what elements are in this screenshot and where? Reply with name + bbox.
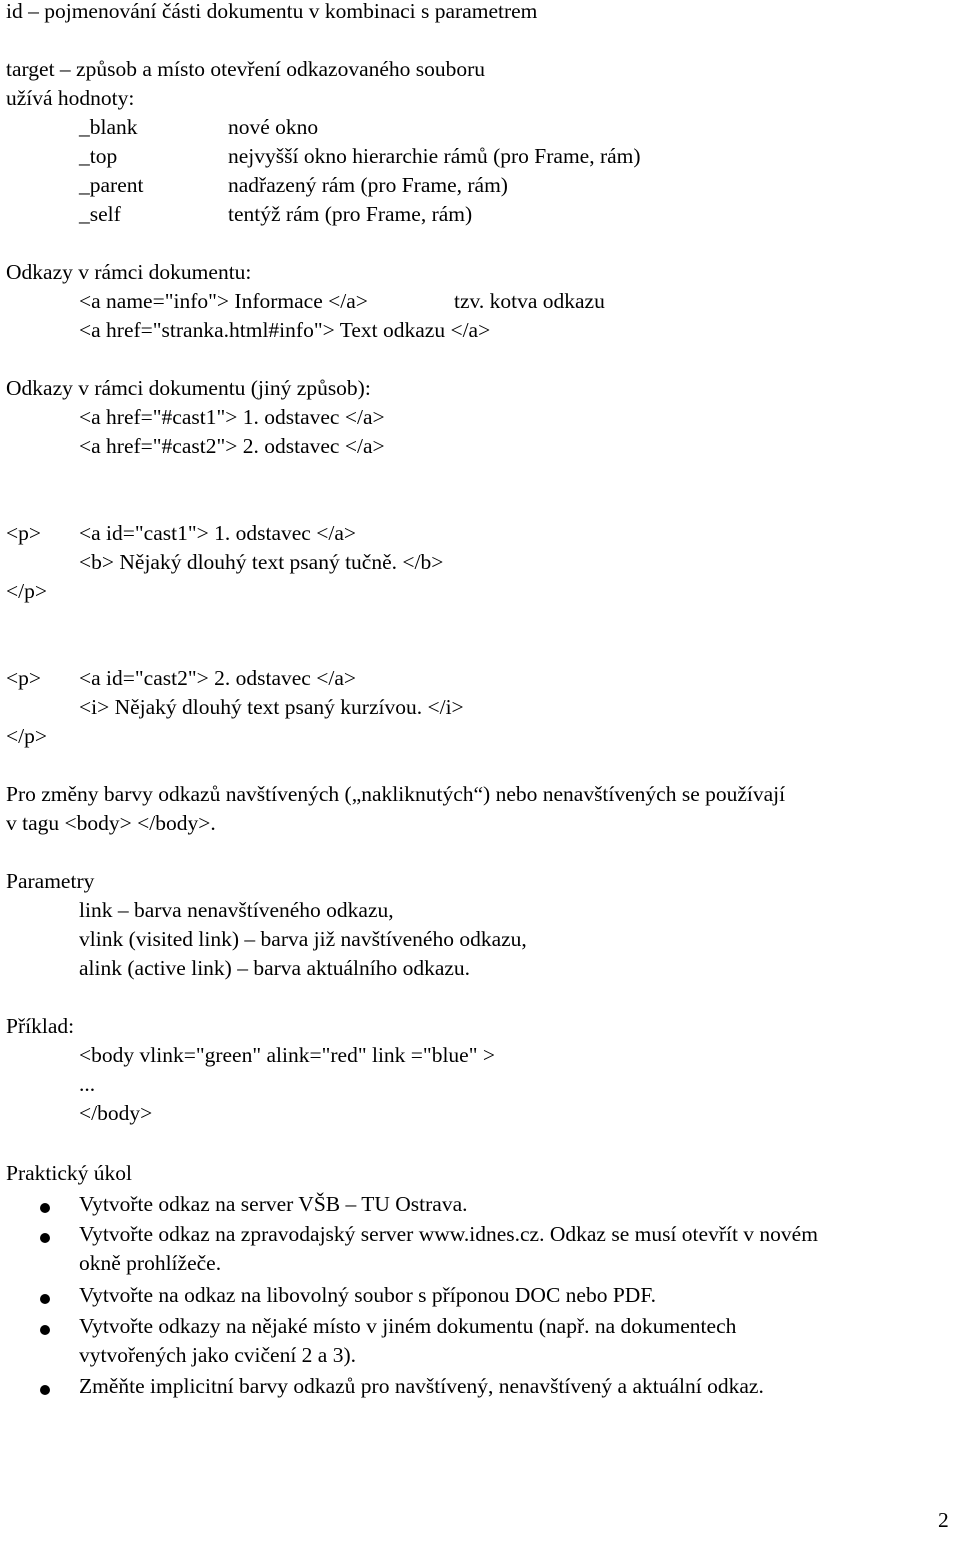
example-body-open: <body vlink="green" alink="red" link ="blue" > <box>79 1043 496 1067</box>
page-number: 2 <box>938 1508 949 1532</box>
task-item-continuation: okně prohlížeče. <box>79 1251 222 1275</box>
example-heading: Příklad: <box>6 1014 75 1038</box>
p2-close-tag: </p> <box>6 724 47 748</box>
target-value-desc: nejvyšší okno hierarchie rámů (pro Frame, rám) <box>228 144 641 168</box>
colors-paragraph-line: Pro změny barvy odkazů navštívených („nakliknutých“) nebo nenavštívených se používají <box>6 782 786 806</box>
p2-anchor-line: <a id="cast2"> 2. odstavec </a> <box>79 666 356 690</box>
param-alink: alink (active link) – barva aktuálního odkazu. <box>79 956 471 980</box>
href-code-line: <a href="stranka.html#info"> Text odkazu </a> <box>79 318 491 342</box>
id-definition: id – pojmenování části dokumentu v kombinaci s parametrem <box>6 0 538 23</box>
example-ellipsis: ... <box>79 1072 96 1096</box>
colors-paragraph-line: v tagu <body> </body>. <box>6 811 216 835</box>
task-item: Vytvořte odkaz na server VŠB – TU Ostrava. <box>79 1192 468 1216</box>
bullet-icon <box>40 1233 50 1243</box>
p1-close-tag: </p> <box>6 579 47 603</box>
links-alt-heading: Odkazy v rámci dokumentu (jiný způsob): <box>6 376 371 400</box>
bullet-icon <box>40 1385 50 1395</box>
task-item: Vytvořte na odkaz na libovolný soubor s příponou DOC nebo PDF. <box>79 1283 656 1307</box>
target-value-desc: nadřazený rám (pro Frame, rám) <box>228 173 508 197</box>
task-item: Změňte implicitní barvy odkazů pro navštívený, nenavštívený a aktuální odkaz. <box>79 1374 764 1398</box>
p2-italic-line: <i> Nějaký dlouhý text psaný kurzívou. </i> <box>79 695 464 719</box>
params-heading: Parametry <box>6 869 95 893</box>
task-item: Vytvořte odkazy na nějaké místo v jiném dokumentu (např. na dokumentech <box>79 1314 737 1338</box>
target-value-desc: nové okno <box>228 115 319 139</box>
anchor-code-line: <a name="info"> Informace </a> <box>79 289 368 313</box>
target-value-key: _parent <box>79 173 144 197</box>
task-heading: Praktický úkol <box>6 1161 132 1185</box>
target-value-desc: tentýž rám (pro Frame, rám) <box>228 202 473 226</box>
href-cast1-line: <a href="#cast1"> 1. odstavec </a> <box>79 405 385 429</box>
target-definition: target – způsob a místo otevření odkazovaného souboru <box>6 57 486 81</box>
links-in-doc-heading: Odkazy v rámci dokumentu: <box>6 260 252 284</box>
p2-open-tag: <p> <box>6 666 42 690</box>
bullet-icon <box>40 1294 50 1304</box>
p1-open-tag: <p> <box>6 521 42 545</box>
bullet-icon <box>40 1325 50 1335</box>
target-value-key: _self <box>79 202 121 226</box>
target-value-key: _blank <box>79 115 138 139</box>
task-item: Vytvořte odkaz na zpravodajský server www.idnes.cz. Odkaz se musí otevřít v novém <box>79 1222 818 1246</box>
p1-anchor-line: <a id="cast1"> 1. odstavec </a> <box>79 521 356 545</box>
target-value-key: _top <box>79 144 118 168</box>
task-item-continuation: vytvořených jako cvičení 2 a 3). <box>79 1343 357 1367</box>
param-vlink: vlink (visited link) – barva již navštíveného odkazu, <box>79 927 527 951</box>
target-values-intro: užívá hodnoty: <box>6 86 135 110</box>
p1-bold-line: <b> Nějaký dlouhý text psaný tučně. </b> <box>79 550 444 574</box>
anchor-note: tzv. kotva odkazu <box>454 289 605 313</box>
param-link: link – barva nenavštíveného odkazu, <box>79 898 394 922</box>
href-cast2-line: <a href="#cast2"> 2. odstavec </a> <box>79 434 385 458</box>
bullet-icon <box>40 1203 50 1213</box>
example-body-close: </body> <box>79 1101 153 1125</box>
